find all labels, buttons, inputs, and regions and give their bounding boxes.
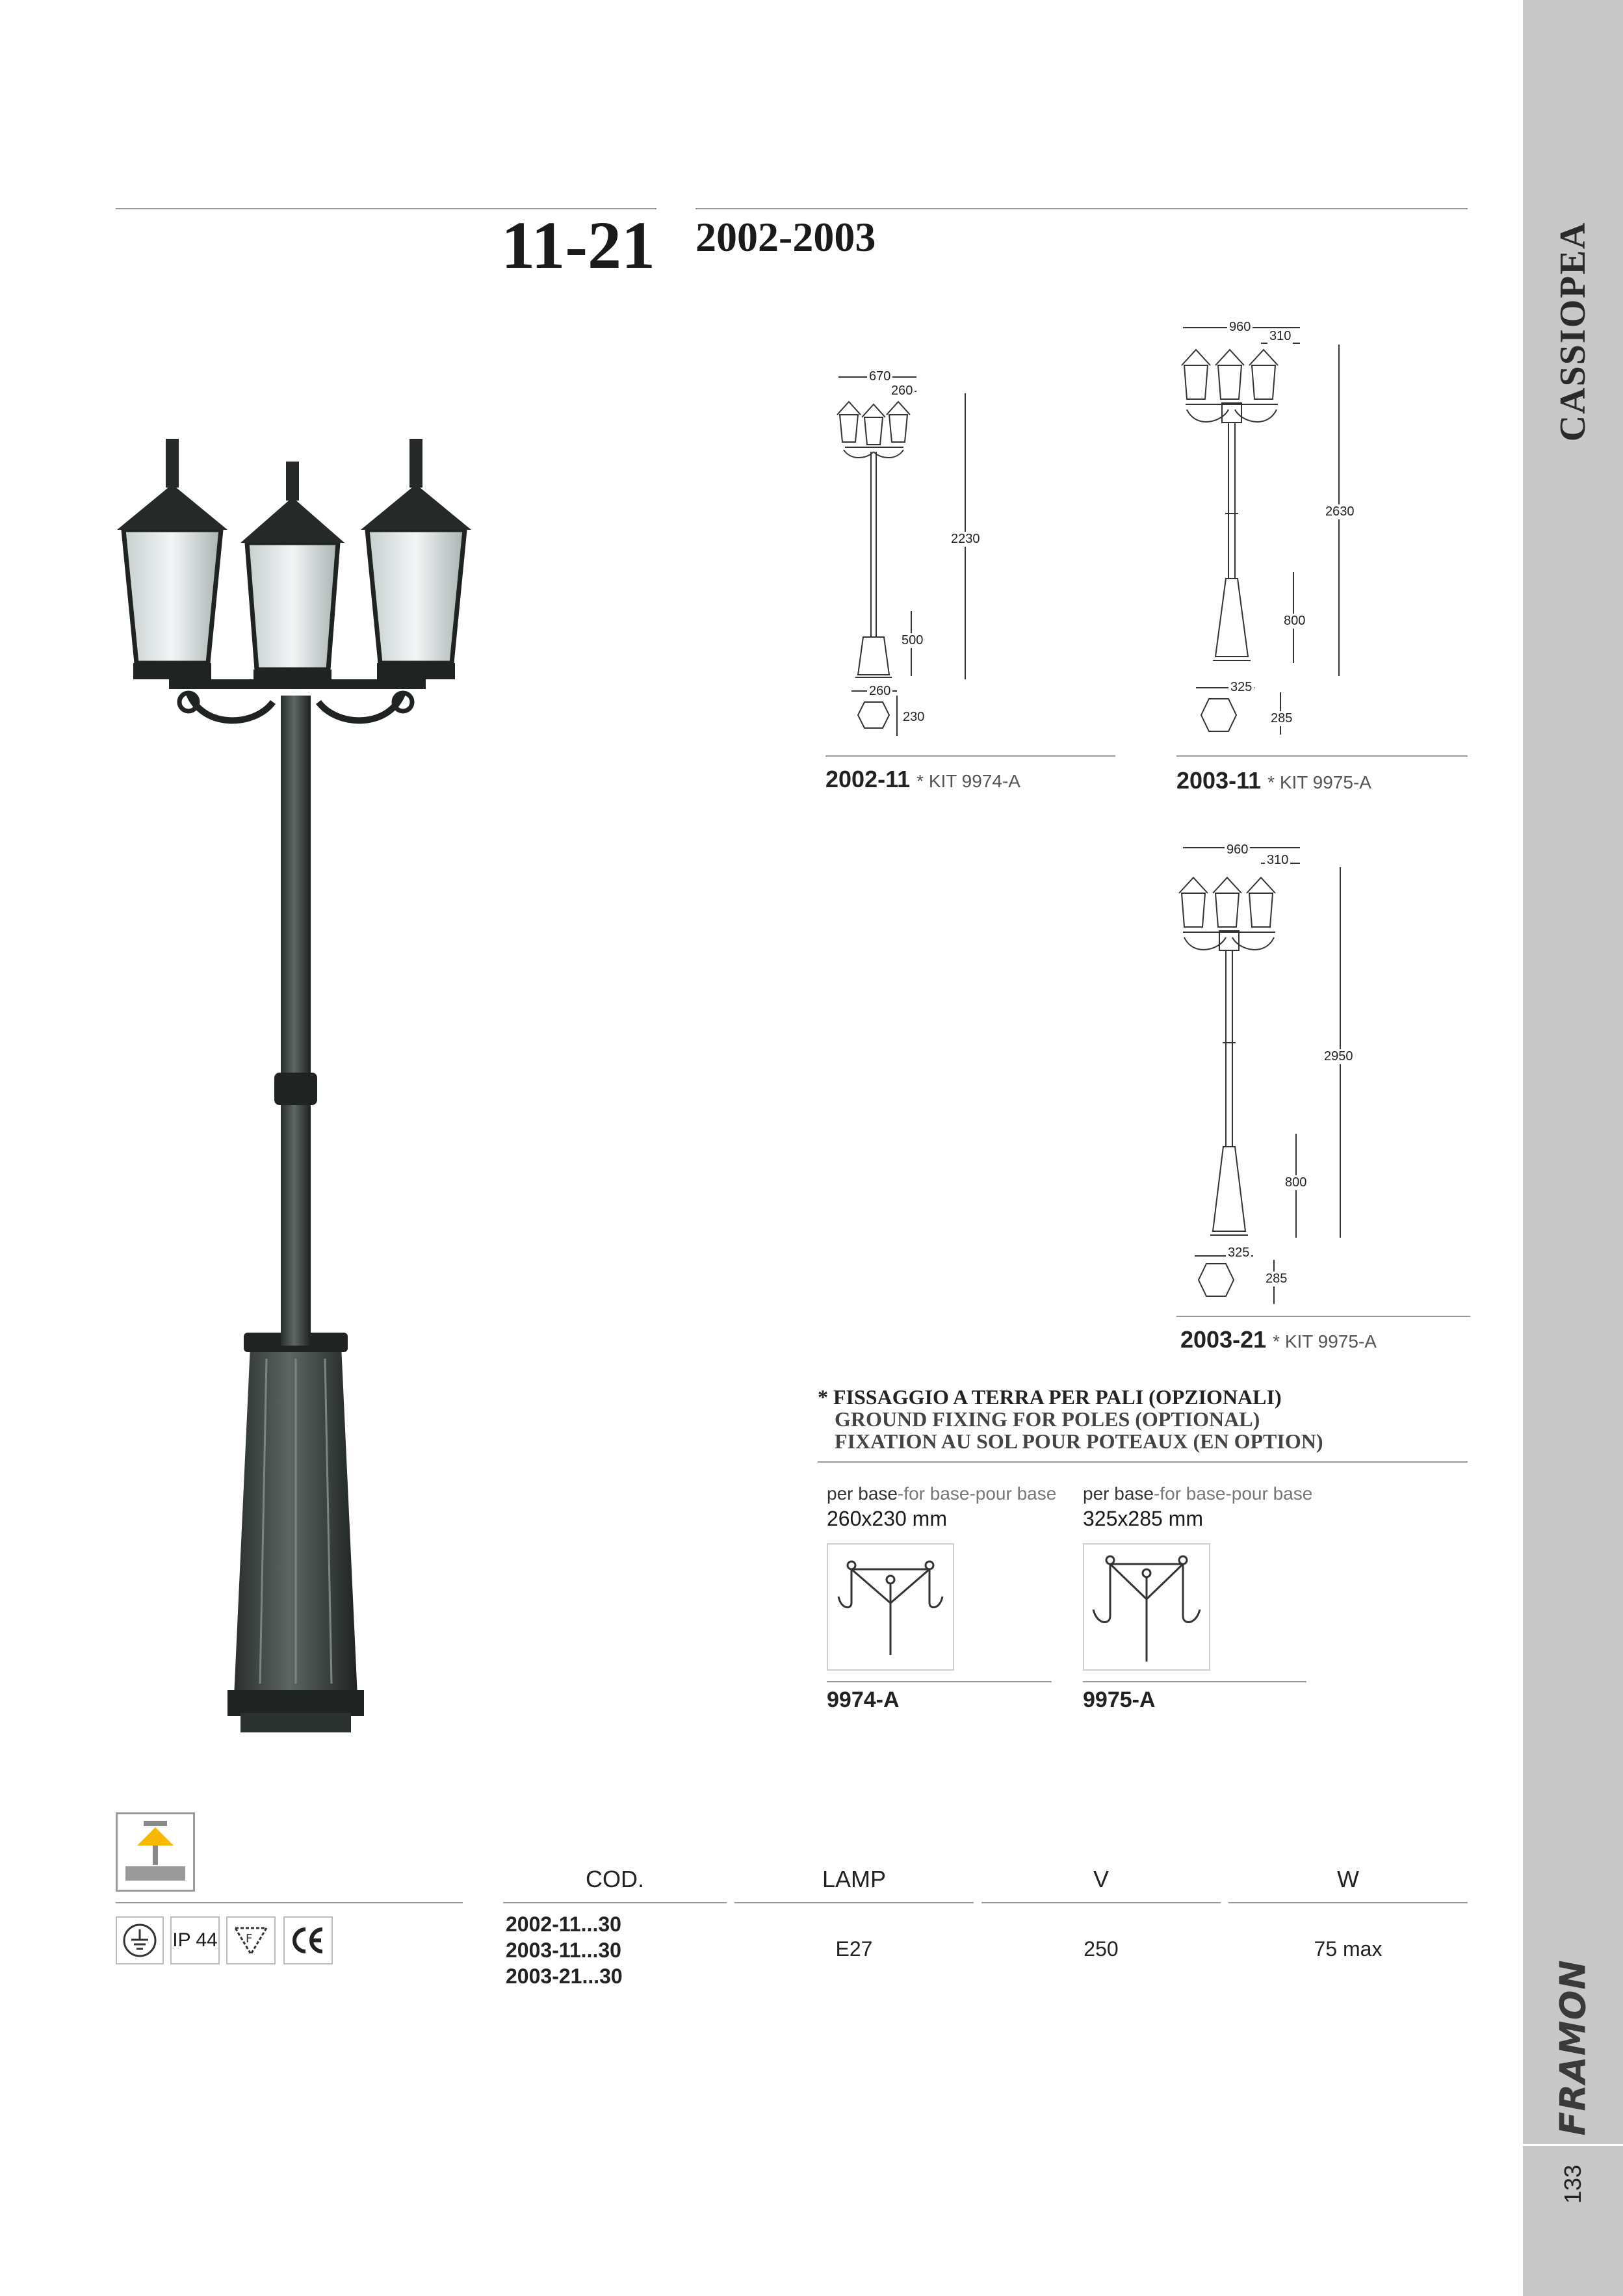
caption-2003-11 [1176,767,1371,794]
table-cell-lamp: E27 [835,1937,873,1961]
dim-2002-11-head-width: 260 [889,384,915,398]
anchor-kit-icon [1084,1545,1209,1669]
product-code-2003-21: 2003-21 [1180,1326,1267,1353]
header-rule-right [695,208,1468,209]
rule-2003-11 [1176,755,1468,757]
kit-9975-rule [1083,1681,1306,1682]
drawing-2003-11 [1176,319,1352,741]
table-code-2003-21: 2003-21...30 [506,1964,623,1988]
model-range: 2002-2003 [695,214,876,260]
dim-2003-21-head-width: 310 [1265,853,1290,868]
fixing-title-en: GROUND FIXING FOR POLES (OPTIONAL) [835,1407,1260,1431]
dim-2003-21-total-width: 960 [1225,842,1250,857]
kit-9974-size: 260x230 mm [827,1507,947,1530]
fixing-title-fr: FIXATION AU SOL POUR POTEAUX (EN OPTION) [835,1429,1323,1453]
cert-rule [116,1902,463,1903]
dim-2003-21-base-width: 325 [1226,1246,1251,1260]
svg-text:F: F [246,1932,253,1946]
anchor-kit-icon [828,1545,953,1669]
kit-ref-2003-21: * KIT 9975-A [1273,1331,1377,1351]
kit-9975-size: 325x285 mm [1083,1507,1203,1530]
ip-rating: IP 44 [170,1916,220,1964]
caption-2002-11 [825,766,1020,793]
dim-2002-11-height: 2230 [949,532,982,547]
table-code-2003-11: 2003-11...30 [506,1938,621,1962]
dim-2002-11-base-depth: 230 [901,710,926,725]
dim-2003-11-base-width: 325 [1228,680,1254,695]
table-cell-v: 250 [1084,1937,1119,1961]
dim-2003-11-total-width: 960 [1227,320,1253,335]
page-divider [1523,2144,1623,2146]
table-cell-codes [506,1911,623,1989]
dim-2003-21-base-height: 800 [1283,1175,1308,1190]
dim-2002-11-total-width: 670 [867,369,892,384]
ce-mark-icon [283,1916,333,1964]
kit-9974-label-b: -for base-pour base [897,1483,1057,1504]
kit-9974-code: 9974-A [827,1688,900,1712]
table-header-v: V [1093,1866,1109,1892]
table-rule-v [981,1902,1221,1903]
collection-name [1523,221,1623,442]
table-rule-lamp [734,1902,974,1903]
kit-9975-code: 9975-A [1083,1688,1156,1712]
dim-2002-11-base-height: 500 [900,633,925,648]
fixing-rule [818,1461,1468,1463]
caption-2003-21 [1180,1326,1377,1353]
dim-2003-21-height: 2950 [1322,1049,1355,1064]
dim-2003-21-base-depth: 285 [1264,1272,1289,1286]
kit-9975-image [1083,1543,1210,1671]
drawing-2002-11 [832,364,988,741]
table-header-lamp: LAMP [822,1866,887,1892]
kit-9975-label-b: -for base-pour base [1153,1483,1313,1504]
kit-9974-base-label [827,1483,1056,1504]
kit-9974-rule [827,1681,1052,1682]
rule-2002-11 [825,755,1115,757]
table-rule-w [1228,1902,1468,1903]
brand-logo-text: FRAMON [1552,1959,1594,2136]
collection-name-text: CASSIOPEA [1553,221,1593,442]
product-code-2002-11: 2002-11 [825,766,911,792]
family-code: 11-21 [501,208,655,283]
kit-9975-label-a: per base [1083,1483,1154,1504]
ground-fixing-note [818,1386,1323,1452]
kit-9975-base-label [1083,1483,1312,1504]
table-header-cod: COD. [586,1866,644,1892]
page-number [1523,2158,1623,2210]
product-code-2003-11: 2003-11 [1176,767,1262,794]
brand-logo [1523,1959,1623,2136]
kit-ref-2003-11: * KIT 9975-A [1267,772,1371,792]
earth-class-icon [116,1916,164,1964]
dim-2003-11-base-depth: 285 [1269,711,1294,726]
kit-9974-image [827,1543,954,1671]
fixing-title-it: * FISSAGGIO A TERRA PER PALI (OPZIONALI) [818,1385,1282,1409]
dim-2003-11-height: 2630 [1323,504,1357,519]
table-cell-w: 75 max [1314,1937,1383,1961]
drawing-2003-21 [1176,841,1352,1309]
table-code-2002-11: 2002-11...30 [506,1912,621,1936]
kit-9974-label-a: per base [827,1483,898,1504]
table-header-w: W [1337,1866,1359,1892]
dim-2002-11-base-width: 260 [867,684,892,699]
dim-2003-11-base-height: 800 [1282,614,1307,629]
table-rule-cod [503,1902,727,1903]
kit-ref-2002-11: * KIT 9974-A [916,771,1020,791]
product-photo [110,423,500,1768]
ground-mount-icon [116,1812,195,1892]
dim-2003-11-head-width: 310 [1267,329,1293,344]
page-number-text: 133 [1559,2164,1586,2204]
flammable-surface-icon [226,1916,276,1964]
rule-2003-21 [1176,1316,1470,1317]
